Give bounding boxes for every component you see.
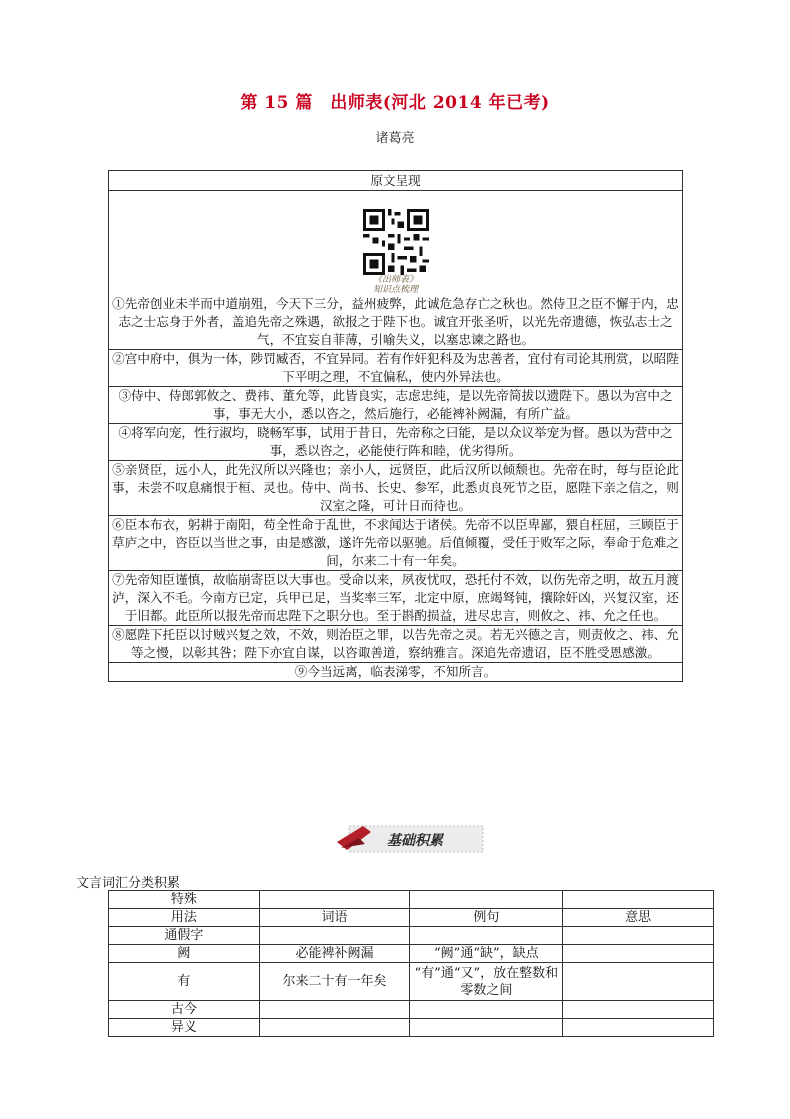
usage-label: 用法: [109, 909, 260, 927]
original-paragraph-7: ⑦先帝知臣谨慎，故临崩寄臣以大事也。受命以来，夙夜忧叹，恐托付不效，以伤先帝之明，故五月渡泸，深入不毛。今南方已定，兵甲已足，当奖率三军，北定中原，庶竭驽钝，攘除奸凶，兴复汉室，还于旧都。此臣所以报先帝而忠陛下之职分也。至于斟酌损益，进尽忠言，则攸之、祎、允之任也。: [109, 571, 683, 626]
jiajie-word: 尔来二十有一年矣: [259, 963, 410, 1001]
original-paragraph-1-cell: [109, 191, 683, 350]
original-paragraph-2: ②宫中府中，俱为一体，陟罚臧否，不宜异同。若有作奸犯科及为忠善者，宜付有司论其刑赏，以昭陛下平明之理，不宜偏私，使内外异法也。: [109, 350, 683, 387]
col-word-header: 词语: [259, 909, 410, 927]
original-paragraph-1: ①先帝创业未半而中道崩殂，今天下三分，益州疲弊，此诚危急存亡之秋也。然侍卫之臣不懈于内，忠志之士忘身于外者，盖追先帝之殊遇，欲报之于陛下也。诚宜开张圣听，以光先帝遗德，恢弘志士之气，不宜妄自菲薄，引喻失义，以塞忠谏之路也。: [112, 296, 679, 347]
original-paragraph-3: ③侍中、侍郎郭攸之、费祎、董允等，此皆良实，志虑忠纯，是以先帝简拔以遗陛下。愚以为宫中之事，事无大小，悉以咨之，然后施行，必能裨补阙漏，有所广益。: [109, 387, 683, 424]
jiajie-char: 阙: [109, 945, 260, 963]
col-meaning-header: 意思: [563, 909, 714, 927]
qr-code-icon: [363, 209, 429, 275]
yiyi-label: 异义: [109, 1019, 260, 1037]
qr-code-block: [357, 209, 435, 295]
jiajie-word: 必能裨补阙漏: [259, 945, 410, 963]
banner-text: 基础积累: [387, 833, 443, 849]
special-label: 特殊: [109, 891, 260, 909]
section-banner: [335, 818, 487, 858]
jiajie-example: “阙”通“缺”，缺点: [410, 945, 563, 963]
jiajie-meaning: [563, 945, 714, 963]
jiajie-meaning: [563, 963, 714, 1001]
page-title: 第 15 篇 出师表(河北 2014 年已考): [240, 93, 550, 113]
jiajie-label: 通假字: [109, 927, 260, 945]
jiajie-example: “有”通“又”，放在整数和零数之间: [410, 963, 563, 1001]
original-paragraph-9: ⑨今当远离，临表涕零，不知所言。: [109, 663, 683, 682]
original-text-header: 原文呈现: [109, 171, 683, 191]
original-paragraph-8: ⑧愿陛下托臣以讨贼兴复之效，不效，则治臣之罪，以告先帝之灵。若无兴德之言，则责攸之、祎、允等之慢，以彰其咎；陛下亦宜自谋，以咨诹善道，察纳雅言。深追先帝遗诏，臣不胜受恩感激。: [109, 626, 683, 663]
qr-caption-title: 《出师表》: [372, 275, 418, 285]
vocab-table: [108, 890, 714, 1037]
vocab-section-title: 文言词汇分类积累: [76, 876, 181, 891]
qr-caption-subtitle: 知识点梳理: [372, 285, 418, 295]
original-paragraph-6: ⑥臣本布衣，躬耕于南阳，苟全性命于乱世，不求闻达于诸侯。先帝不以臣卑鄙，猥自枉屈，三顾臣于草庐之中，咨臣以当世之事，由是感激，遂许先帝以驱驰。后值倾覆，受任于败军之际，奉命于危难之间，尔来二十有一年矣。: [109, 516, 683, 571]
jiajie-char: 有: [109, 963, 260, 1001]
original-paragraph-4: ④将军向宠，性行淑均，晓畅军事，试用于昔日，先帝称之曰能，是以众议举宠为督。愚以为营中之事，悉以咨之，必能使行阵和睦，优劣得所。: [109, 424, 683, 461]
gujin-label: 古今: [109, 1001, 260, 1019]
original-paragraph-5: ⑤亲贤臣，远小人，此先汉所以兴隆也；亲小人，远贤臣，此后汉所以倾颓也。先帝在时，每与臣论此事，未尝不叹息痛恨于桓、灵也。侍中、尚书、长史、参军，此悉贞良死节之臣，愿陛下亲之信之，则汉室之隆，可计日而待也。: [109, 461, 683, 516]
author: 诸葛亮: [375, 131, 415, 146]
original-text-table: [108, 170, 683, 682]
col-example-header: 例句: [410, 909, 563, 927]
